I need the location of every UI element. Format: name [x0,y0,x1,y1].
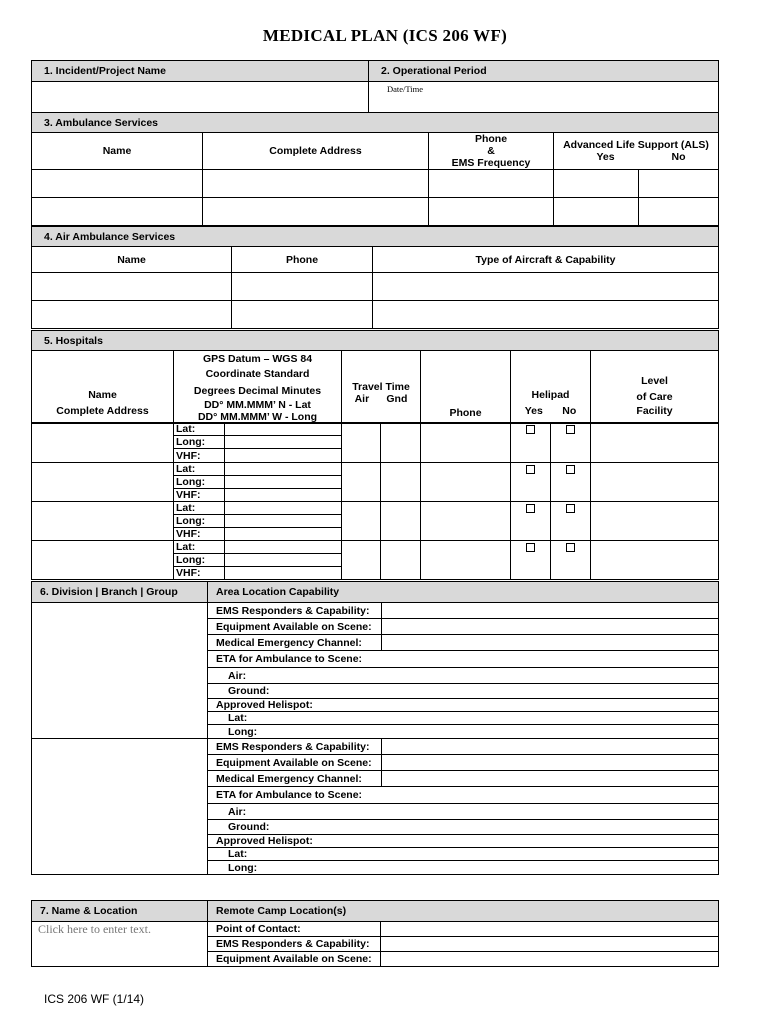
hospital-long-field[interactable] [225,476,342,489]
channel-field[interactable] [382,635,719,651]
col-name: Name [32,133,203,170]
placeholder-text: Click here to enter text. [38,922,151,936]
phone-line-2: & [487,145,495,157]
hospital-long-label: Long: [174,476,225,489]
helipad-no-checkbox[interactable] [566,425,575,434]
hospital-lat-field[interactable] [225,423,342,436]
ambulance-section-label: 3. Ambulance Services [32,113,719,133]
col-travel-time [342,351,421,424]
helipad-yes-checkbox[interactable] [526,465,535,474]
helipad-yes-cell [511,463,551,502]
air-label: Air: [208,668,719,684]
eta-label: ETA for Ambulance to Scene: [208,787,719,804]
section-3-ambulance [31,112,719,226]
air-time-field[interactable] [342,502,381,541]
hospital-name-field[interactable] [32,502,174,541]
level-line-3: Facility [636,405,673,417]
gps-line-3: Degrees Decimal Minutes [193,384,322,397]
ground-label: Ground: [208,820,719,835]
hospital-vhf-label: VHF: [174,449,225,463]
level-of-care-field[interactable] [591,502,719,541]
gps-line-4: DD° MM.MMM’ N - Lat [204,398,311,411]
air-time-field[interactable] [342,541,381,580]
division-field[interactable] [32,603,208,739]
hospital-vhf-label: VHF: [174,528,225,541]
air-time-field[interactable] [342,463,381,502]
remote-camp-label: Remote Camp Location(s) [208,901,719,922]
gps-line-5: DD° MM.MMM’ W - Long [197,410,318,423]
hospital-lat-label: Lat: [174,463,225,476]
hospital-vhf-field[interactable] [225,449,342,463]
hospital-lat-label: Lat: [174,423,225,436]
capability-row [32,739,719,755]
als-yes: Yes [596,151,615,163]
equipment-label: Equipment Available on Scene: [208,952,381,967]
hospital-row [32,541,719,554]
col-gps [174,351,342,424]
gps-line-1: GPS Datum – WGS 84 [202,352,313,365]
hospital-lat-field[interactable] [225,502,342,515]
gnd-time-field[interactable] [381,541,421,580]
section-4-air-ambulance [31,226,719,329]
hospital-name-field[interactable] [32,541,174,580]
hospital-vhf-label: VHF: [174,489,225,502]
gnd-time-field[interactable] [381,463,421,502]
col-phone: Phone [421,351,511,424]
equip-label: Equipment Available on Scene: [208,619,382,635]
eta-label: ETA for Ambulance to Scene: [208,651,719,668]
hospital-vhf-field[interactable] [225,489,342,502]
col-helipad [511,351,591,424]
table-row [32,301,719,329]
section-5-hospitals [31,330,719,424]
ems-field[interactable] [382,603,719,619]
ems-label: EMS Responders & Capability: [208,937,381,952]
helipad-no-cell [551,463,591,502]
level-line-1: Level [641,375,668,387]
air-ambulance-label: 4. Air Ambulance Services [32,227,719,247]
form-footer: ICS 206 WF (1/14) [44,992,145,1006]
long-label: Long: [208,861,719,875]
helipad-label: Helipad [531,389,570,401]
lat-label: Lat: [208,848,719,861]
section-6-division [31,581,719,875]
ems-label: EMS Responders & Capability: [208,739,382,755]
hospital-phone-field[interactable] [421,502,511,541]
equip-field[interactable] [382,619,719,635]
level-of-care-field[interactable] [591,423,719,463]
helipad-yes-cell [511,502,551,541]
als-no: No [671,151,686,163]
air-time-field[interactable] [342,423,381,463]
col-aircraft: Type of Aircraft & Capability [373,247,719,273]
hospital-phone-field[interactable] [421,463,511,502]
col-address: Complete Address [203,133,429,170]
ems-field[interactable] [381,937,719,952]
gnd-time-field[interactable] [381,423,421,463]
name-label: Name [88,389,117,401]
hospital-name-field[interactable] [32,463,174,502]
air-label: Air: [208,804,719,820]
ems-label: EMS Responders & Capability: [208,603,382,619]
area-capability-label: Area Location Capability [208,582,719,603]
operational-period-field[interactable] [369,82,719,113]
division-field[interactable] [32,739,208,875]
col-level-of-care [591,351,719,424]
equipment-field[interactable] [381,952,719,967]
hospital-row [32,423,719,436]
hospital-long-label: Long: [174,515,225,528]
level-of-care-field[interactable] [591,463,719,502]
hospital-long-field[interactable] [225,554,342,567]
poc-label: Point of Contact: [208,922,381,937]
hospital-lat-label: Lat: [174,502,225,515]
gnd-time-field[interactable] [381,502,421,541]
hospital-lat-field[interactable] [225,541,342,554]
phone-line-3: EMS Frequency [451,157,531,169]
channel-label: Medical Emergency Channel: [208,771,382,787]
name-location-label: 7. Name & Location [32,901,208,922]
helipad-yes-checkbox[interactable] [526,543,535,552]
ems-field[interactable] [382,739,719,755]
helipad-no-cell [551,423,591,463]
hospital-name-field[interactable] [32,423,174,463]
incident-name-label: 1. Incident/Project Name [32,61,369,82]
table-row [32,273,719,301]
gnd-label: Gnd [386,393,408,405]
helipad-yes-cell [511,541,551,580]
level-line-2: of Care [636,391,673,403]
equip-field[interactable] [382,755,719,771]
helipad-no-cell [551,502,591,541]
level-of-care-field[interactable] [591,541,719,580]
helipad-yes-cell [511,423,551,463]
helipad-yes-checkbox[interactable] [526,425,535,434]
datetime-label: Date/Time [387,84,424,94]
helipad-no-checkbox[interactable] [566,465,575,474]
hospital-vhf-label: VHF: [174,567,225,580]
table-row [32,198,719,226]
hospital-vhf-field[interactable] [225,567,342,580]
hospital-row [32,463,719,476]
hospital-long-field[interactable] [225,436,342,449]
travel-label: Travel Time [352,381,410,393]
helipad-yes-checkbox[interactable] [526,504,535,513]
section-7-remote-camp [31,900,719,967]
ground-label: Ground: [208,684,719,699]
lat-label: Lat: [208,712,719,725]
air-label: Air [354,393,370,405]
col-als [554,133,719,170]
als-label: Advanced Life Support (ALS) [563,139,709,151]
division-label: 6. Division | Branch | Group [32,582,208,603]
col-phone [429,133,554,170]
poc-field[interactable] [381,922,719,937]
helispot-label: Approved Helispot: [208,835,719,848]
hospital-phone-field[interactable] [421,541,511,580]
helipad-no-cell [551,541,591,580]
name-location-field[interactable] [32,922,208,967]
helispot-label: Approved Helispot: [208,699,719,712]
col-name: Name [32,247,232,273]
helipad-no-checkbox[interactable] [566,543,575,552]
page-title: MEDICAL PLAN (ICS 206 WF) [262,26,508,45]
equip-label: Equipment Available on Scene: [208,755,382,771]
hospital-long-field[interactable] [225,515,342,528]
table-row [32,170,719,198]
operational-period-label: 2. Operational Period [369,61,719,82]
long-label: Long: [208,725,719,739]
incident-name-field[interactable] [32,82,369,113]
hospitals-label: 5. Hospitals [32,331,719,351]
hospital-long-label: Long: [174,436,225,449]
hospital-rows [31,422,719,580]
phone-line-1: Phone [474,133,508,145]
section-1-2 [31,60,719,113]
hospital-vhf-field[interactable] [225,528,342,541]
hospital-long-label: Long: [174,554,225,567]
col-name-address [32,351,174,424]
hospital-phone-field[interactable] [421,423,511,463]
helipad-no-checkbox[interactable] [566,504,575,513]
hospital-row [32,502,719,515]
hospital-lat-label: Lat: [174,541,225,554]
helipad-no: No [562,405,577,417]
channel-label: Medical Emergency Channel: [208,635,382,651]
helipad-yes: Yes [524,405,543,417]
address-label: Complete Address [56,405,149,417]
channel-field[interactable] [382,771,719,787]
col-phone: Phone [232,247,373,273]
gps-line-2: Coordinate Standard [205,367,310,380]
capability-row [32,603,719,619]
hospital-lat-field[interactable] [225,463,342,476]
